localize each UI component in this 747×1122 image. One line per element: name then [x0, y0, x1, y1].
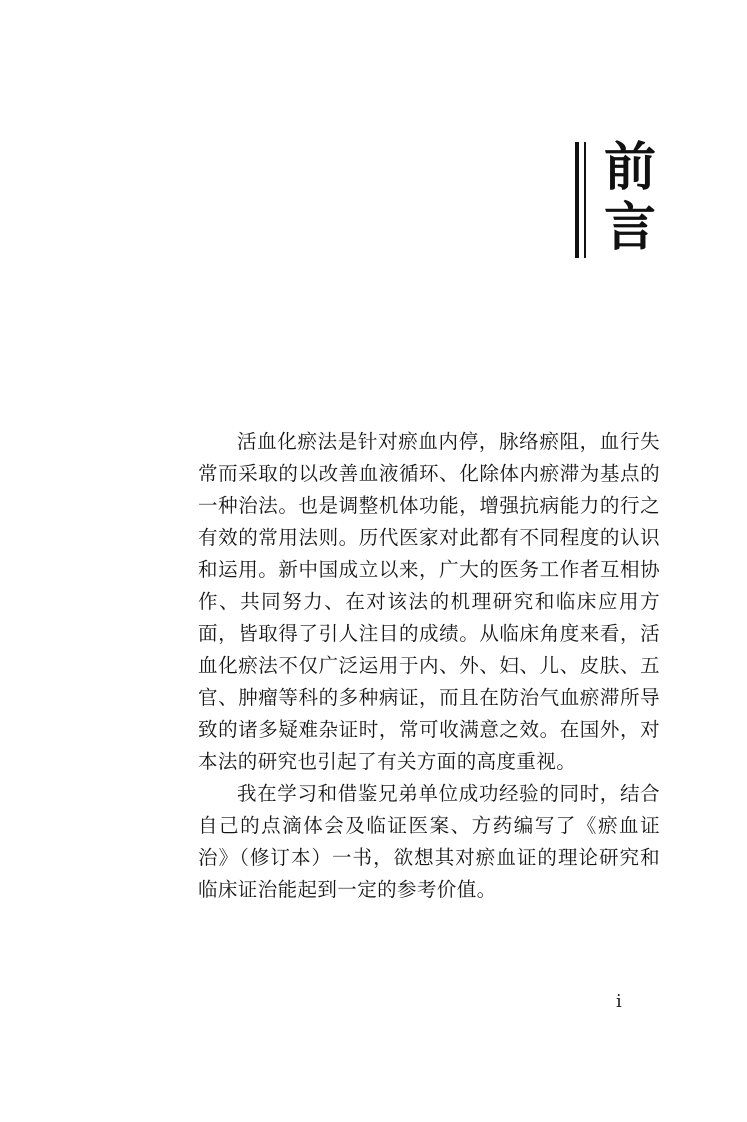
- title-rule-thick: [575, 142, 579, 258]
- page-title: [600, 138, 660, 258]
- preface-paragraph-1: 活血化瘀法是针对瘀血内停，脉络瘀阻，血行失常而采取的以改善血液循环、化除体内瘀滞为基点的一种治法。也是调整机体功能，增强抗病能力的行之有效的常用法则。历代医家对此都有不同程度的认识和运用。新中国成立以来，广大的医务工作者互相协作、共同努力、在对该法的机理研究和临床应用方面，皆取得了引人注目的成绩。从临床角度来看，活血化瘀法不仅广泛运用于内、外、妇、儿、皮肤、五官、肿瘤等科的多种病证，而且在防治气血瘀滞所导致的诸多疑难杂证时，常可收满意之效。在国外，对本法的研究也引起了有关方面的高度重视。: [198, 430, 660, 773]
- preface-paragraph-2: 我在学习和借鉴兄弟单位成功经验的同时，结合自己的点滴体会及临证医案、方药编写了《瘀血证治》（修订本）一书，欲想其对瘀血证的理论研究和临床证治能起到一定的参考价值。: [198, 782, 660, 901]
- title-char-2: 言: [603, 198, 656, 258]
- title-char-1: 前: [603, 138, 656, 198]
- page-number: i: [616, 991, 622, 1012]
- title-rule-thin: [584, 142, 586, 258]
- preface-body: [198, 426, 660, 906]
